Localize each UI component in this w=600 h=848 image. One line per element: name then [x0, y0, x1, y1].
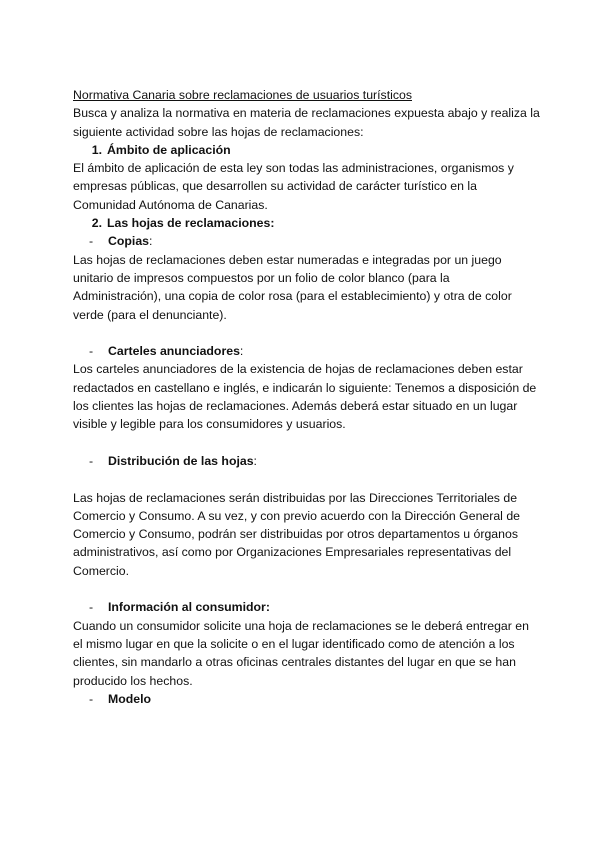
section-2-heading — [73, 214, 540, 232]
informacion-heading — [73, 598, 540, 616]
carteles-body: Los carteles anunciadores de la existencia de hojas de reclamaciones deben estar redactados en castellano e inglés, e indicarán lo siguiente: Tenemos a disposición de los clientes las hojas de reclamaciones. Además deberá estar situado en un lugar visible y legible para los consumidores y usuarios. — [73, 362, 537, 432]
blank-line — [73, 580, 540, 598]
document-title: Normativa Canaria sobre reclamaciones de usuarios turísticos — [73, 88, 412, 102]
subsection-label: Copias — [108, 234, 149, 249]
label-suffix: : — [239, 344, 244, 359]
bullet-dash: - — [89, 453, 94, 468]
section-1-heading — [73, 141, 540, 159]
modelo-heading — [73, 690, 540, 708]
label-suffix: : — [149, 234, 153, 249]
carteles-heading — [73, 342, 540, 360]
copias-body: Las hojas de reclamaciones deben estar numeradas e integradas por un juego unitario de impresos compuestos por un folio de color blanco (para la Administración), una copia de color rosa (para el establecimiento) y otra de color verde (para el denunciante). — [73, 252, 512, 322]
informacion-body: Cuando un consumidor solicite una hoja de reclamaciones se le deberá entregar en el mismo lugar en que la solicite o en el lugar identificado como de atención a los clientes, sin mandarlo a otras oficinas centrales distantes del lugar en que se han producido los hechos. — [73, 618, 529, 688]
subsection-label: Carteles anunciadores — [108, 344, 240, 359]
blank-line — [73, 434, 540, 452]
intro-paragraph: Busca y analiza la normativa en materia de reclamaciones expuesta abajo y realiza la siguiente actividad sobre las hojas de reclamaciones: — [73, 106, 540, 139]
copias-heading — [73, 232, 540, 250]
bullet-dash: - — [89, 691, 94, 706]
distribucion-body: Las hojas de reclamaciones serán distribuidas por las Direcciones Territoriales de Comercio y Consumo. A su vez, y con previo acuerdo con la Dirección General de Comercio y Consumo, podrán ser distribuidas por otros departamentos u órganos administrativos, así como por Organizaciones Empresariales representativas del Comercio. — [73, 490, 521, 578]
bullet-dash: - — [89, 234, 94, 249]
label-suffix: : — [253, 453, 257, 468]
section-heading-text: Ámbito de aplicación — [107, 142, 231, 157]
blank-line — [73, 470, 540, 488]
distribucion-heading — [73, 452, 540, 470]
blank-line — [73, 324, 540, 342]
subsection-label: Información al consumidor: — [108, 600, 270, 615]
section-number: 2. — [91, 216, 102, 231]
subsection-label: Distribución de las hojas — [108, 453, 254, 468]
section-1-body: El ámbito de aplicación de esta ley son todas las administraciones, organismos y empresas públicas, que desarrollen su actividad de carácter turístico en la Comunidad Autónoma de Canarias. — [73, 161, 514, 212]
subsection-label: Modelo — [108, 691, 152, 706]
section-heading-text: Las hojas de reclamaciones: — [107, 216, 275, 231]
section-number: 1. — [91, 142, 102, 157]
bullet-dash: - — [89, 344, 94, 359]
bullet-dash: - — [89, 600, 94, 615]
